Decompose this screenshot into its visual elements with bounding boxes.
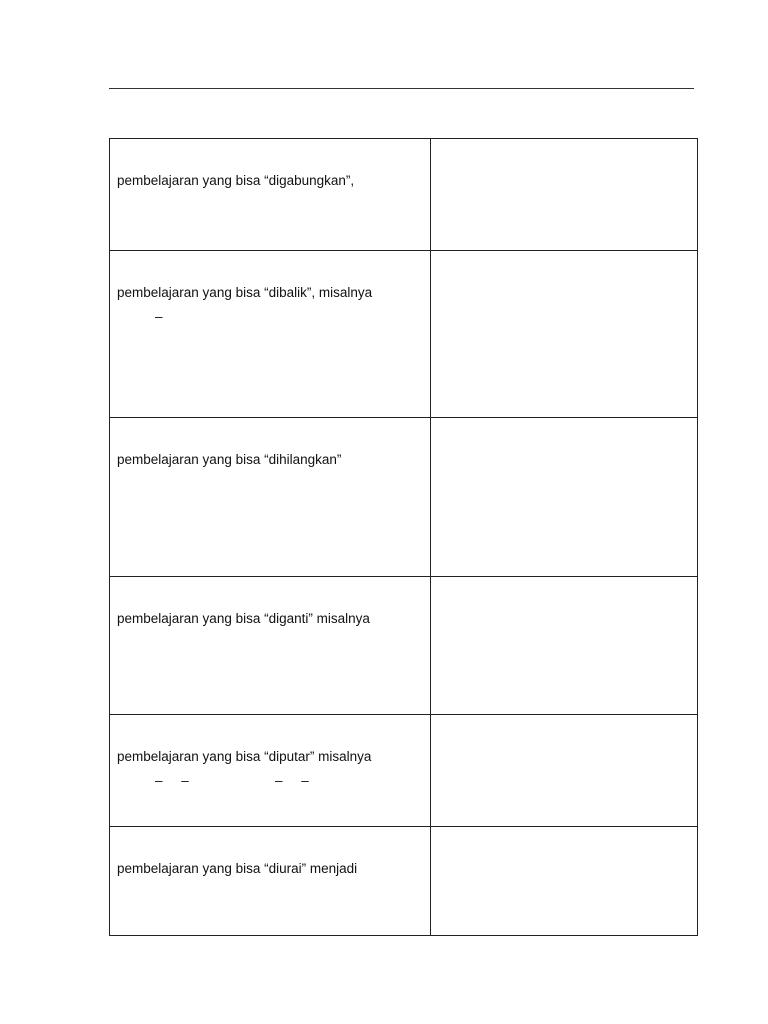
prompt-text: pembelajaran yang bisa “dihilangkan” xyxy=(117,452,342,467)
answer-cell[interactable] xyxy=(431,418,698,577)
prompt-cell xyxy=(110,139,431,251)
prompt-cell xyxy=(110,577,431,715)
prompt-cell xyxy=(110,251,431,418)
prompt-cell xyxy=(110,715,431,827)
table-row xyxy=(110,139,698,251)
table-row xyxy=(110,251,698,418)
dash-marks: – xyxy=(155,309,163,324)
header-rule xyxy=(109,88,694,89)
worksheet-table xyxy=(109,138,698,936)
answer-cell[interactable] xyxy=(431,577,698,715)
prompt-text: pembelajaran yang bisa “diurai” menjadi xyxy=(117,861,358,876)
prompt-cell xyxy=(110,827,431,936)
table-row xyxy=(110,418,698,577)
table-row xyxy=(110,715,698,827)
table-row xyxy=(110,577,698,715)
answer-cell[interactable] xyxy=(431,139,698,251)
prompt-cell xyxy=(110,418,431,577)
prompt-text: pembelajaran yang bisa “diganti” misalnya xyxy=(117,611,370,626)
answer-cell[interactable] xyxy=(431,827,698,936)
dash-marks: – – – – xyxy=(155,773,309,788)
prompt-text: pembelajaran yang bisa “digabungkan”, xyxy=(117,173,355,188)
answer-cell[interactable] xyxy=(431,715,698,827)
answer-cell[interactable] xyxy=(431,251,698,418)
prompt-text: pembelajaran yang bisa “diputar” misalnya xyxy=(117,749,372,764)
prompt-text: pembelajaran yang bisa “dibalik”, misalnya xyxy=(117,285,373,300)
table-row xyxy=(110,827,698,936)
